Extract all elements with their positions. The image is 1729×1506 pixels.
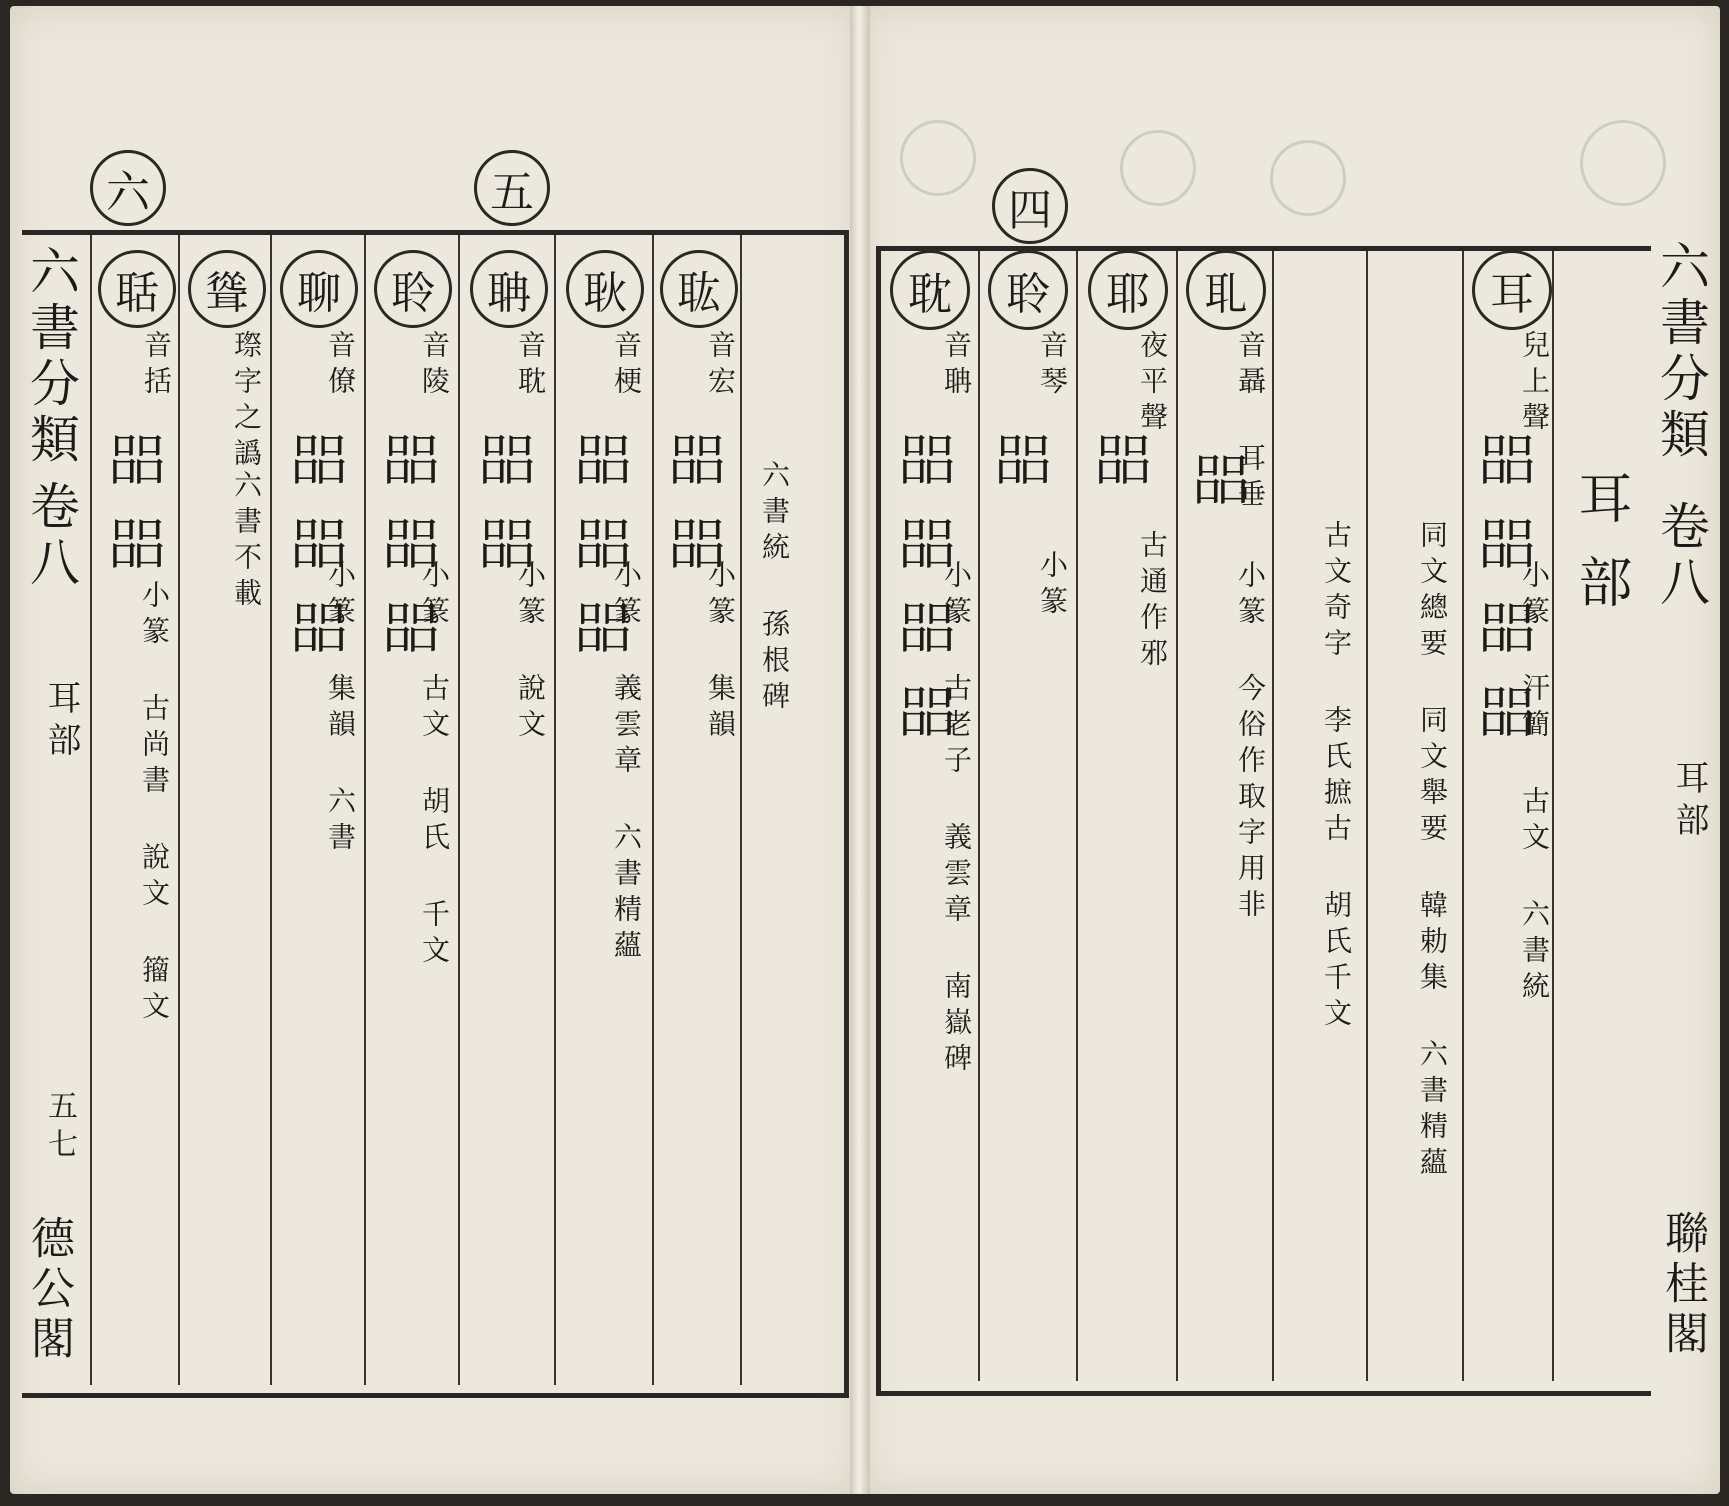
column-number: 六 [106,167,150,218]
entry-head: 聳 [205,268,249,319]
column-number: 四 [1008,185,1052,236]
seal-glyphs: 㗊㗊㗊 [282,430,347,682]
entry-head: 聆 [1006,269,1050,320]
entry-head: 聃 [487,268,531,319]
entry-text: 六書不載 [230,470,263,614]
entry-head: 耳 [1490,269,1534,320]
entry-head: 聆 [391,268,435,319]
seal-glyphs: 㗊㗊㗊 [566,430,631,682]
entry-note: 音陵 [418,330,451,402]
entry-head: 聒 [115,268,159,319]
entry-text: 小篆 集韻 六書 [324,560,357,858]
ghost-circle [900,120,976,196]
entry-note: 音僚 [324,330,357,402]
section-heading: 耳部 [1570,470,1633,638]
seal-glyphs: 㗊 [1086,430,1151,514]
entry-text: 小篆 古文 胡氏 千文 [418,560,451,971]
entry-note: 兒上聲 [1518,330,1551,438]
seal-glyphs: 㗊㗊 [660,430,725,598]
entry-note: 音括 [140,330,173,402]
column-number-circle [90,150,166,226]
entry-text: 小篆 集韻 [704,560,737,745]
entry-text: 小篆 [1036,550,1069,622]
entry-note: 夜平聲 [1136,330,1169,438]
entry-text: 小篆 古尚書 說文 籀文 [138,580,171,1027]
volume-label: 卷八 [22,480,80,592]
margin-title: 六書分類 [1652,240,1710,464]
entry-head: 耽 [908,269,952,320]
entry-text: 小篆 義雲章 六書精蘊 [610,560,643,966]
column-number: 五 [490,167,534,218]
entry-head: 耾 [677,268,721,319]
seal-glyphs: 㗊 [986,430,1051,514]
seal-glyphs: 㗊㗊 [100,430,165,598]
section-label: 耳部 [41,680,81,764]
margin-title: 六書分類 [22,245,80,469]
entry-head: 聊 [297,268,341,319]
folio-number: 五七 [42,1090,77,1166]
ghost-circle [1120,130,1196,206]
extra-column-text: 六書統 孫根碑 [758,460,791,717]
entry-note: 㻮字之譌 [230,330,263,474]
seal-glyphs: 㗊㗊㗊 [374,430,439,682]
entry-text: 小篆 汗簡 古文 六書統 [1518,560,1551,1007]
book-spine [850,6,870,1494]
entry-head: 耿 [583,268,627,319]
publisher-mark: 德公閣 [23,1215,74,1365]
entry-note: 音聶 耳垂 [1234,330,1267,515]
entry-note: 音梗 [610,330,643,402]
variant-column-text: 同文總要 同文舉要 韓勅集 六書精蘊 [1416,520,1449,1183]
column-number-circle [992,168,1068,244]
ghost-circle [1580,120,1666,206]
volume-label: 卷八 [1652,500,1710,612]
seal-glyphs: 㗊㗊㗊㗊 [890,430,955,766]
section-label: 耳部 [1669,760,1709,844]
entry-text: 小篆 今俗作取字用非 [1234,560,1267,925]
seal-glyphs: 㗊 [1184,450,1249,534]
entry-head: 耴 [1204,269,1248,320]
entry-text: 小篆 古老子 義雲章 南嶽碑 [940,560,973,1079]
entry-note: 音聃 [940,330,973,402]
entry-text: 小篆 說文 [514,560,547,745]
variant-column-text: 古文奇字 李氏摭古 胡氏千文 [1320,520,1353,1034]
entry-note: 音宏 [704,330,737,402]
ghost-circle [1270,140,1346,216]
entry-note: 音琴 [1036,330,1069,402]
edge-publisher-mark: 聯桂閣 [1657,1210,1708,1360]
entry-note: 音耽 [514,330,547,402]
entry-text: 古通作邪 [1136,530,1169,674]
seal-glyphs: 㗊㗊㗊㗊 [1470,430,1535,766]
column-number-circle [474,150,550,226]
seal-glyphs: 㗊㗊 [470,430,535,598]
entry-head: 耶 [1106,269,1150,320]
